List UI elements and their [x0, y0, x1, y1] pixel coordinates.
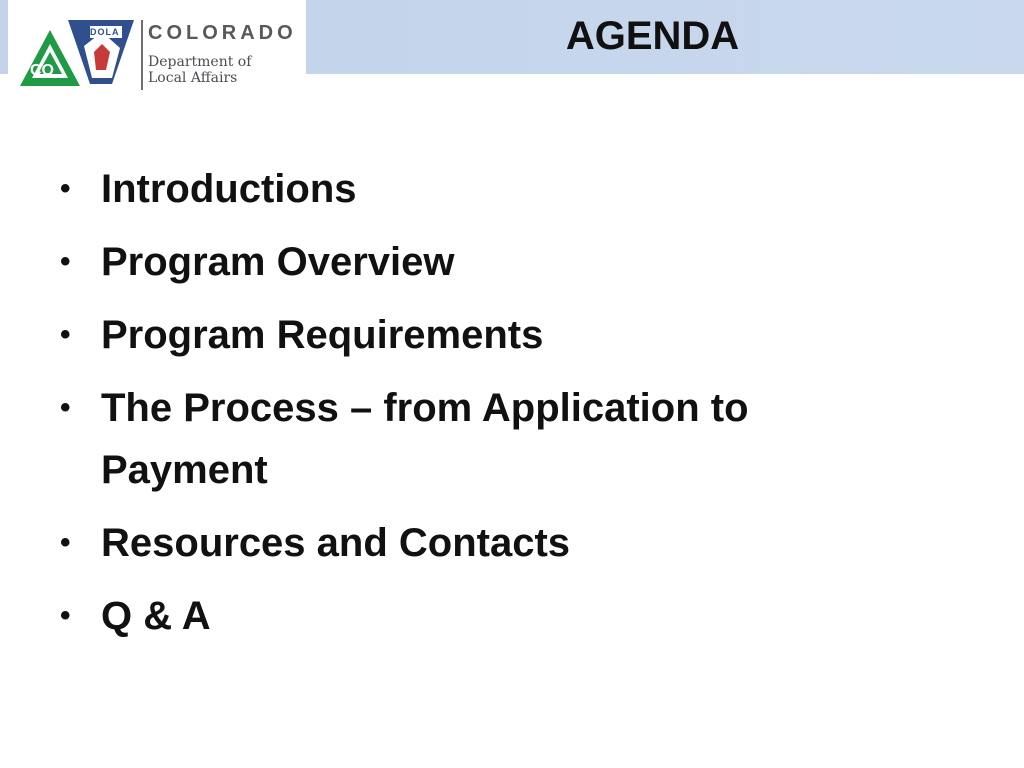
- agenda-item-text: Program Requirements: [101, 313, 544, 357]
- bullet-dot-icon: •: [60, 318, 71, 351]
- agenda-item: [60, 512, 960, 574]
- bullet-dot-icon: •: [60, 245, 71, 278]
- agenda-item-text: Program Overview: [101, 240, 455, 284]
- agenda-item: [60, 158, 960, 220]
- bullet-dot-icon: •: [60, 599, 71, 632]
- logo-monogram: CO: [30, 62, 54, 79]
- agenda-item: [60, 231, 960, 293]
- agenda-list: [60, 158, 960, 658]
- logo-state-name: COLORADO: [148, 22, 297, 44]
- logo-badge-text: DOLA: [90, 27, 120, 37]
- logo-divider: [141, 20, 143, 90]
- agenda-item: [60, 377, 881, 501]
- agenda-item: [60, 304, 960, 366]
- colorado-dola-logo: [8, 0, 306, 100]
- logo-department: [148, 54, 251, 86]
- agenda-item-text: The Process – from Application to Payment: [101, 386, 749, 492]
- logo-department-line2: Local Affairs: [148, 70, 238, 86]
- agenda-item: [60, 585, 960, 647]
- logo-department-line1: Department of: [148, 54, 252, 70]
- slide-title: AGENDA: [565, 14, 740, 58]
- bullet-dot-icon: •: [60, 172, 71, 205]
- agenda-item-text: Introductions: [101, 167, 357, 211]
- agenda-item-text: Resources and Contacts: [101, 521, 571, 565]
- agenda-item-text: Q & A: [101, 594, 211, 638]
- bullet-dot-icon: •: [60, 391, 71, 424]
- bullet-dot-icon: •: [60, 526, 71, 559]
- dola-mountain-icon: [16, 8, 140, 96]
